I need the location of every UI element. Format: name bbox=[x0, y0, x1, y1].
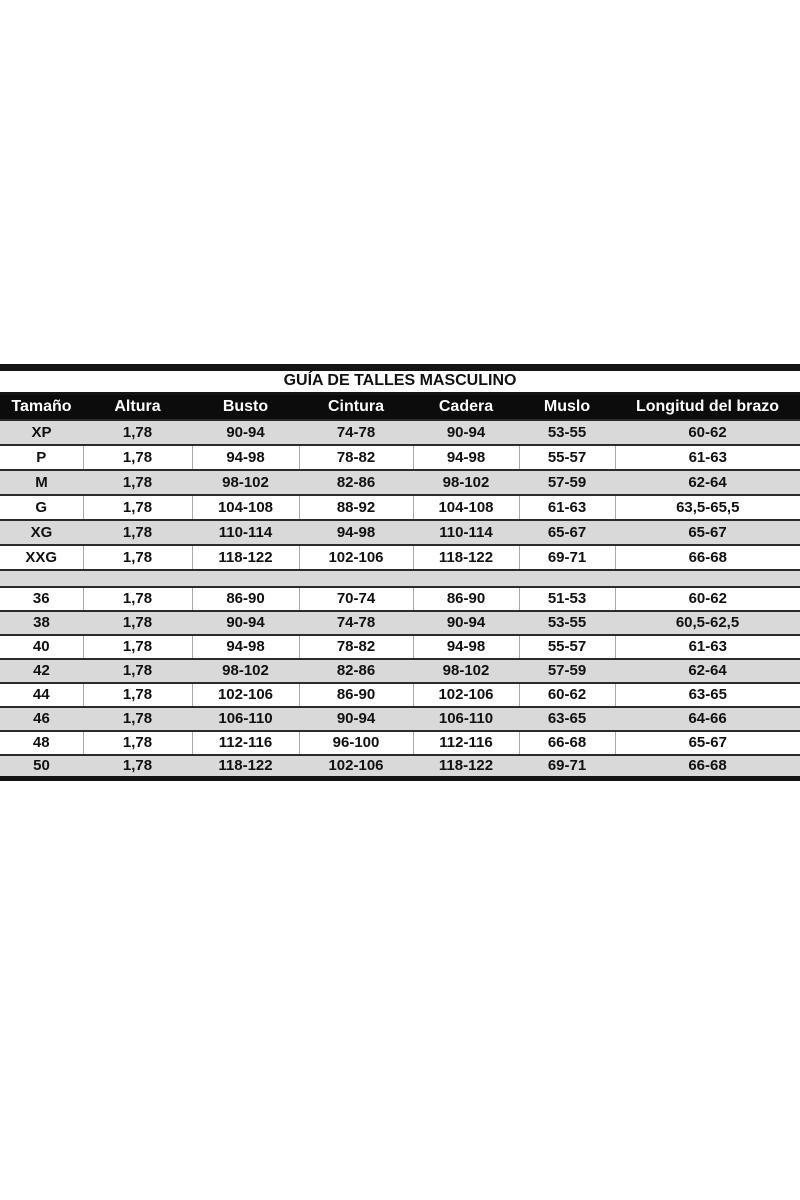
table-cell: 94-98 bbox=[192, 445, 299, 470]
table-cell: 60,5-62,5 bbox=[615, 611, 800, 635]
table-cell: 55-57 bbox=[519, 445, 615, 470]
table-cell: 82-86 bbox=[299, 659, 413, 683]
table-cell: 118-122 bbox=[192, 545, 299, 570]
letter-size-section bbox=[0, 420, 800, 570]
table-cell: 40 bbox=[0, 635, 83, 659]
column-header: Tamaño bbox=[0, 394, 83, 420]
table-row bbox=[0, 659, 800, 683]
table-cell: 60-62 bbox=[519, 683, 615, 707]
table-cell: 66-68 bbox=[615, 755, 800, 779]
table-cell: 1,78 bbox=[83, 683, 192, 707]
table-cell: 1,78 bbox=[83, 731, 192, 755]
table-cell: 102-106 bbox=[192, 683, 299, 707]
table-cell: 112-116 bbox=[413, 731, 519, 755]
table-cell: 102-106 bbox=[299, 545, 413, 570]
table-cell: 61-63 bbox=[519, 495, 615, 520]
table-cell: 90-94 bbox=[413, 420, 519, 445]
table-cell: 90-94 bbox=[192, 420, 299, 445]
section-separator bbox=[0, 570, 800, 587]
header-row bbox=[0, 394, 800, 420]
table-cell: G bbox=[0, 495, 83, 520]
table-title: GUÍA DE TALLES MASCULINO bbox=[0, 368, 800, 394]
table-cell: 74-78 bbox=[299, 420, 413, 445]
table-row bbox=[0, 445, 800, 470]
table-cell: 63-65 bbox=[615, 683, 800, 707]
table-cell: 90-94 bbox=[413, 611, 519, 635]
table-cell: 61-63 bbox=[615, 445, 800, 470]
table-cell: 118-122 bbox=[413, 755, 519, 779]
table-cell: 46 bbox=[0, 707, 83, 731]
table-cell: 1,78 bbox=[83, 635, 192, 659]
table-cell: 53-55 bbox=[519, 611, 615, 635]
table-cell: 1,78 bbox=[83, 545, 192, 570]
section-separator-cell bbox=[0, 570, 800, 587]
table-row bbox=[0, 731, 800, 755]
table-cell: 1,78 bbox=[83, 495, 192, 520]
table-cell: 62-64 bbox=[615, 659, 800, 683]
table-cell: 38 bbox=[0, 611, 83, 635]
table-row bbox=[0, 707, 800, 731]
table-cell: XP bbox=[0, 420, 83, 445]
table-cell: 55-57 bbox=[519, 635, 615, 659]
table-cell: 104-108 bbox=[192, 495, 299, 520]
table-cell: 60-62 bbox=[615, 587, 800, 611]
table-cell: 65-67 bbox=[519, 520, 615, 545]
table-cell: 110-114 bbox=[413, 520, 519, 545]
table-cell: 61-63 bbox=[615, 635, 800, 659]
table-cell: 112-116 bbox=[192, 731, 299, 755]
table-cell: 102-106 bbox=[299, 755, 413, 779]
table-cell: 1,78 bbox=[83, 587, 192, 611]
table-cell: 118-122 bbox=[192, 755, 299, 779]
table-cell: 48 bbox=[0, 731, 83, 755]
column-header: Cintura bbox=[299, 394, 413, 420]
table-cell: 86-90 bbox=[299, 683, 413, 707]
table-row bbox=[0, 611, 800, 635]
table-cell: 70-74 bbox=[299, 587, 413, 611]
table-cell: 63,5-65,5 bbox=[615, 495, 800, 520]
table-cell: P bbox=[0, 445, 83, 470]
table-cell: XG bbox=[0, 520, 83, 545]
size-guide-table bbox=[0, 364, 800, 781]
table-row bbox=[0, 495, 800, 520]
table-row bbox=[0, 635, 800, 659]
table-cell: 69-71 bbox=[519, 545, 615, 570]
table-cell: 1,78 bbox=[83, 611, 192, 635]
column-header: Muslo bbox=[519, 394, 615, 420]
table-cell: 110-114 bbox=[192, 520, 299, 545]
table-cell: 94-98 bbox=[413, 635, 519, 659]
table-cell: 1,78 bbox=[83, 445, 192, 470]
table-cell: 64-66 bbox=[615, 707, 800, 731]
table-cell: 50 bbox=[0, 755, 83, 779]
table-cell: 98-102 bbox=[413, 470, 519, 495]
table-cell: 53-55 bbox=[519, 420, 615, 445]
table-row bbox=[0, 755, 800, 779]
table-cell: 104-108 bbox=[413, 495, 519, 520]
table-cell: 78-82 bbox=[299, 635, 413, 659]
table-cell: 1,78 bbox=[83, 659, 192, 683]
table-cell: 78-82 bbox=[299, 445, 413, 470]
numeric-size-section bbox=[0, 587, 800, 779]
table-cell: 86-90 bbox=[192, 587, 299, 611]
table-cell: 106-110 bbox=[413, 707, 519, 731]
table-cell: 1,78 bbox=[83, 707, 192, 731]
table-cell: 94-98 bbox=[299, 520, 413, 545]
table-cell: 90-94 bbox=[299, 707, 413, 731]
table-cell: 102-106 bbox=[413, 683, 519, 707]
table-row bbox=[0, 420, 800, 445]
column-header: Busto bbox=[192, 394, 299, 420]
table-cell: 90-94 bbox=[192, 611, 299, 635]
table-cell: 57-59 bbox=[519, 470, 615, 495]
table-cell: 57-59 bbox=[519, 659, 615, 683]
table-row bbox=[0, 545, 800, 570]
table-cell: 60-62 bbox=[615, 420, 800, 445]
table-cell: 98-102 bbox=[192, 659, 299, 683]
table-cell: M bbox=[0, 470, 83, 495]
table-cell: 66-68 bbox=[519, 731, 615, 755]
table-cell: 82-86 bbox=[299, 470, 413, 495]
table-cell: 118-122 bbox=[413, 545, 519, 570]
table-cell: 98-102 bbox=[413, 659, 519, 683]
column-header: Cadera bbox=[413, 394, 519, 420]
table-row bbox=[0, 683, 800, 707]
table-cell: 94-98 bbox=[192, 635, 299, 659]
table-cell: 63-65 bbox=[519, 707, 615, 731]
table-cell: 96-100 bbox=[299, 731, 413, 755]
table-cell: 98-102 bbox=[192, 470, 299, 495]
column-header: Longitud del brazo bbox=[615, 394, 800, 420]
table-cell: 66-68 bbox=[615, 545, 800, 570]
table-row bbox=[0, 520, 800, 545]
table-head bbox=[0, 368, 800, 420]
table-cell: 69-71 bbox=[519, 755, 615, 779]
table-cell: 51-53 bbox=[519, 587, 615, 611]
table-row bbox=[0, 470, 800, 495]
table-cell: 36 bbox=[0, 587, 83, 611]
table-cell: 1,78 bbox=[83, 470, 192, 495]
table-cell: 94-98 bbox=[413, 445, 519, 470]
table-cell: 86-90 bbox=[413, 587, 519, 611]
table-cell: 1,78 bbox=[83, 755, 192, 779]
table-cell: XXG bbox=[0, 545, 83, 570]
table-cell: 62-64 bbox=[615, 470, 800, 495]
table-cell: 88-92 bbox=[299, 495, 413, 520]
column-header: Altura bbox=[83, 394, 192, 420]
table-row bbox=[0, 587, 800, 611]
table-cell: 65-67 bbox=[615, 520, 800, 545]
section-separator-row bbox=[0, 570, 800, 587]
table-cell: 106-110 bbox=[192, 707, 299, 731]
table-cell: 44 bbox=[0, 683, 83, 707]
table-cell: 1,78 bbox=[83, 520, 192, 545]
title-row bbox=[0, 368, 800, 394]
table-cell: 74-78 bbox=[299, 611, 413, 635]
table-cell: 65-67 bbox=[615, 731, 800, 755]
table-cell: 1,78 bbox=[83, 420, 192, 445]
table-cell: 42 bbox=[0, 659, 83, 683]
